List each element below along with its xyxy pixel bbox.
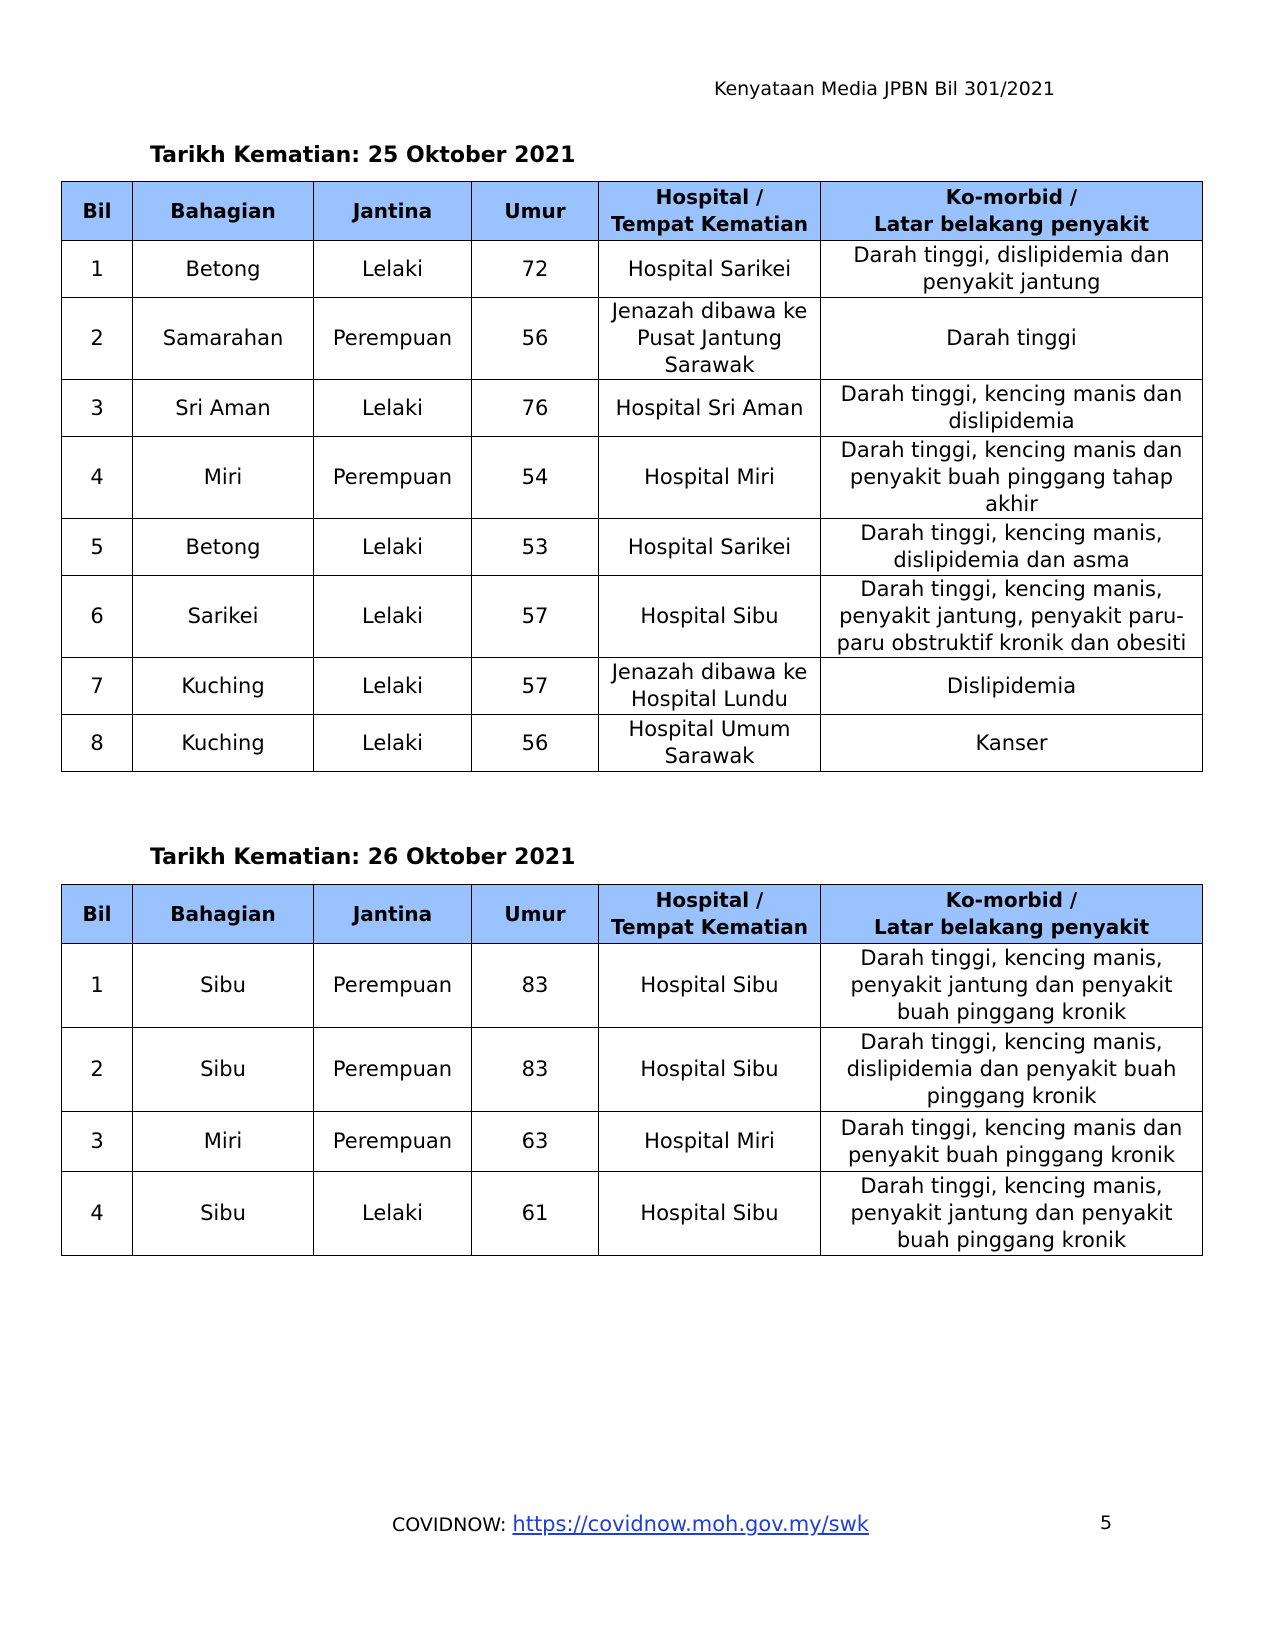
col-header-hospital (599, 885, 821, 944)
cell-komorbid: Darah tinggi, kencing manis, dislipidemia dan asma (821, 519, 1203, 576)
table-row (62, 944, 1203, 1028)
table-row (62, 298, 1203, 380)
cell-bahagian: Sarikei (133, 576, 314, 658)
cell-bahagian: Kuching (133, 658, 314, 715)
cell-bahagian: Sri Aman (133, 380, 314, 437)
cell-umur: 76 (472, 380, 599, 437)
cell-bil: 4 (62, 1172, 133, 1256)
cell-komorbid: Darah tinggi, kencing manis, penyakit jantung dan penyakit buah pinggang kronik (821, 944, 1203, 1028)
cell-bil: 1 (62, 944, 133, 1028)
cell-komorbid: Darah tinggi, kencing manis dan dislipidemia (821, 380, 1203, 437)
cell-bil: 3 (62, 380, 133, 437)
cell-hospital: Hospital Umum Sarawak (599, 715, 821, 772)
section-title-25-oct: Tarikh Kematian: 25 Oktober 2021 (150, 143, 576, 168)
col-header-komorbid (821, 885, 1203, 944)
cell-bil: 1 (62, 241, 133, 298)
cell-bil: 5 (62, 519, 133, 576)
table-row (62, 241, 1203, 298)
cell-umur: 53 (472, 519, 599, 576)
cell-bahagian: Miri (133, 437, 314, 519)
cell-jantina: Lelaki (314, 519, 472, 576)
col-header-jantina: Jantina (314, 885, 472, 944)
cell-komorbid: Kanser (821, 715, 1203, 772)
col-header-hospital-line1: Hospital / (655, 185, 764, 209)
cell-bil: 3 (62, 1112, 133, 1172)
cell-bahagian: Miri (133, 1112, 314, 1172)
cell-bahagian: Sibu (133, 944, 314, 1028)
cell-umur: 72 (472, 241, 599, 298)
cell-jantina: Lelaki (314, 1172, 472, 1256)
cell-hospital: Hospital Sarikei (599, 519, 821, 576)
cell-komorbid: Darah tinggi, kencing manis dan penyakit buah pinggang tahap akhir (821, 437, 1203, 519)
cell-hospital: Hospital Sibu (599, 576, 821, 658)
deaths-table-25-oct (61, 181, 1203, 772)
page-number: 5 (1100, 1512, 1113, 1534)
cell-bahagian: Sibu (133, 1028, 314, 1112)
col-header-komorbid-line2: Latar belakang penyakit (873, 915, 1150, 939)
cell-bahagian: Samarahan (133, 298, 314, 380)
cell-hospital: Hospital Miri (599, 1112, 821, 1172)
cell-umur: 61 (472, 1172, 599, 1256)
col-header-umur: Umur (472, 885, 599, 944)
cell-jantina: Perempuan (314, 1028, 472, 1112)
cell-bil: 7 (62, 658, 133, 715)
cell-umur: 56 (472, 715, 599, 772)
footer-label: COVIDNOW: (392, 1514, 513, 1536)
cell-bil: 2 (62, 1028, 133, 1112)
covidnow-link[interactable]: https://covidnow.moh.gov.my/swk (512, 1512, 869, 1536)
cell-hospital: Hospital Sibu (599, 1028, 821, 1112)
cell-jantina: Lelaki (314, 576, 472, 658)
col-header-jantina: Jantina (314, 182, 472, 241)
cell-hospital: Hospital Sibu (599, 1172, 821, 1256)
cell-bahagian: Betong (133, 519, 314, 576)
col-header-komorbid (821, 182, 1203, 241)
table-row (62, 1172, 1203, 1256)
col-header-komorbid-line1: Ko-morbid / (945, 888, 1078, 912)
cell-komorbid: Darah tinggi, kencing manis, penyakit jantung dan penyakit buah pinggang kronik (821, 1172, 1203, 1256)
table-header (62, 182, 1203, 241)
table-row (62, 380, 1203, 437)
deaths-table-26-oct (61, 884, 1203, 1256)
cell-umur: 63 (472, 1112, 599, 1172)
cell-hospital: Hospital Sri Aman (599, 380, 821, 437)
col-header-hospital-line2: Tempat Kematian (611, 915, 808, 939)
cell-bil: 8 (62, 715, 133, 772)
cell-umur: 56 (472, 298, 599, 380)
cell-bahagian: Kuching (133, 715, 314, 772)
cell-bahagian: Betong (133, 241, 314, 298)
cell-komorbid: Darah tinggi, kencing manis dan penyakit buah pinggang kronik (821, 1112, 1203, 1172)
table-row (62, 519, 1203, 576)
cell-bil: 6 (62, 576, 133, 658)
cell-jantina: Lelaki (314, 658, 472, 715)
cell-hospital: Jenazah dibawa ke Hospital Lundu (599, 658, 821, 715)
cell-komorbid: Darah tinggi, kencing manis, dislipidemia dan penyakit buah pinggang kronik (821, 1028, 1203, 1112)
col-header-hospital-line1: Hospital / (655, 888, 764, 912)
cell-umur: 57 (472, 576, 599, 658)
table-header (62, 885, 1203, 944)
col-header-komorbid-line1: Ko-morbid / (945, 185, 1078, 209)
cell-hospital: Hospital Miri (599, 437, 821, 519)
table-row (62, 658, 1203, 715)
cell-umur: 83 (472, 1028, 599, 1112)
cell-bahagian: Sibu (133, 1172, 314, 1256)
document-reference: Kenyataan Media JPBN Bil 301/2021 (713, 78, 1055, 100)
cell-komorbid: Darah tinggi (821, 298, 1203, 380)
cell-bil: 4 (62, 437, 133, 519)
table-row (62, 715, 1203, 772)
cell-bil: 2 (62, 298, 133, 380)
cell-jantina: Lelaki (314, 715, 472, 772)
table-row (62, 576, 1203, 658)
table-row (62, 1112, 1203, 1172)
col-header-bil: Bil (62, 182, 133, 241)
section-title-26-oct: Tarikh Kematian: 26 Oktober 2021 (150, 845, 576, 870)
cell-jantina: Lelaki (314, 241, 472, 298)
cell-komorbid: Darah tinggi, dislipidemia dan penyakit jantung (821, 241, 1203, 298)
cell-umur: 83 (472, 944, 599, 1028)
table-row (62, 1028, 1203, 1112)
cell-hospital: Hospital Sarikei (599, 241, 821, 298)
cell-umur: 57 (472, 658, 599, 715)
col-header-umur: Umur (472, 182, 599, 241)
cell-umur: 54 (472, 437, 599, 519)
cell-jantina: Lelaki (314, 380, 472, 437)
col-header-bahagian: Bahagian (133, 182, 314, 241)
cell-jantina: Perempuan (314, 1112, 472, 1172)
cell-hospital: Jenazah dibawa ke Pusat Jantung Sarawak (599, 298, 821, 380)
col-header-hospital (599, 182, 821, 241)
cell-komorbid: Dislipidemia (821, 658, 1203, 715)
col-header-hospital-line2: Tempat Kematian (611, 212, 808, 236)
cell-jantina: Perempuan (314, 437, 472, 519)
cell-komorbid: Darah tinggi, kencing manis, penyakit jantung, penyakit paru-paru obstruktif kronik dan obesiti (821, 576, 1203, 658)
cell-jantina: Perempuan (314, 944, 472, 1028)
cell-hospital: Hospital Sibu (599, 944, 821, 1028)
col-header-bil: Bil (62, 885, 133, 944)
col-header-bahagian: Bahagian (133, 885, 314, 944)
col-header-komorbid-line2: Latar belakang penyakit (873, 212, 1150, 236)
table-row (62, 437, 1203, 519)
cell-jantina: Perempuan (314, 298, 472, 380)
footer (392, 1512, 869, 1536)
